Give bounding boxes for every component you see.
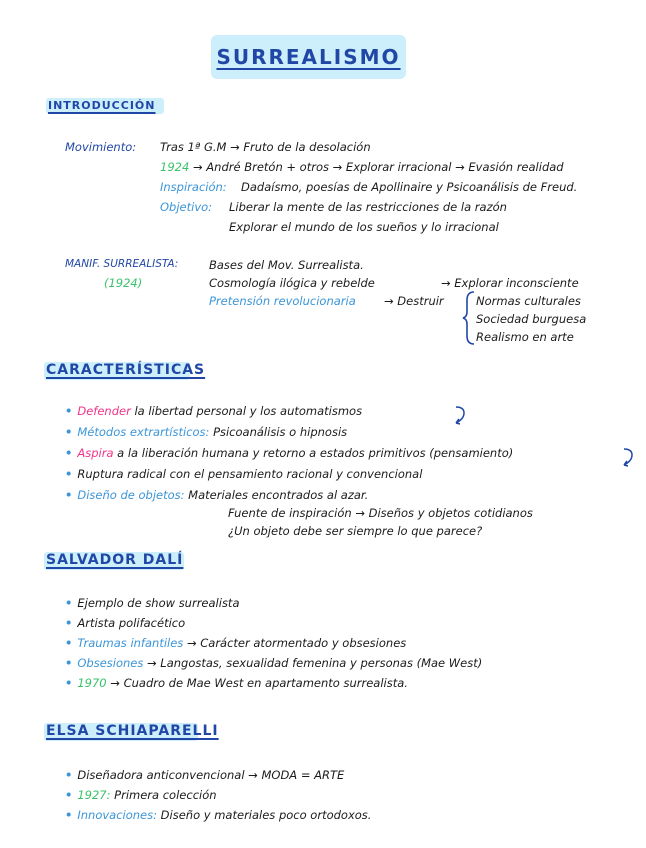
destruir-text: → Destruir	[384, 294, 444, 308]
bullet-icon: •	[65, 446, 73, 460]
carac-item-5-line2: Fuente de inspiración → Diseños y objetos cotidianos	[228, 506, 533, 520]
elsa-item-3-text: Diseño y materiales poco ortodoxos.	[160, 808, 372, 822]
elsa-item-3	[65, 808, 371, 822]
carac-item-3	[65, 446, 513, 460]
curly-arrow-icon	[621, 446, 635, 468]
carac-item-4-text: Ruptura radical con el pensamiento racional y convencional	[77, 467, 423, 481]
brace-icon	[462, 290, 476, 346]
manif-item-3: Realismo en arte	[476, 330, 574, 344]
bullet-icon: •	[65, 467, 73, 481]
dali-item-2	[65, 616, 185, 630]
bullet-icon: •	[65, 488, 73, 502]
dali-item-3-key: Traumas infantiles	[77, 636, 184, 650]
elsa-heading: ELSA SCHIAPARELLI	[46, 723, 219, 739]
carac-item-2-text: Psicoanálisis o hipnosis	[213, 425, 348, 439]
dali-item-3	[65, 636, 406, 650]
dali-item-5-key: 1970	[77, 676, 107, 690]
bullet-icon: •	[65, 808, 73, 822]
bullet-icon: •	[65, 596, 73, 610]
bullet-icon: •	[65, 656, 73, 670]
carac-item-5-line3: ¿Un objeto debe ser siempre lo que parece?	[228, 524, 483, 538]
elsa-item-2	[65, 788, 217, 802]
objetivo-text: Liberar la mente de las restricciones de la razón	[229, 200, 507, 214]
manif-line2-arrow: → Explorar inconsciente	[441, 276, 579, 290]
manif-item-1: Normas culturales	[476, 294, 581, 308]
objetivo-label: Objetivo:	[160, 200, 213, 214]
dali-item-1	[65, 596, 240, 610]
bullet-icon: •	[65, 768, 73, 782]
manif-year: (1924)	[104, 276, 143, 290]
carac-item-5	[65, 488, 368, 502]
carac-item-1	[65, 404, 362, 418]
carac-item-1-key: Defender	[77, 404, 131, 418]
dali-item-4-key: Obsesiones	[77, 656, 144, 670]
elsa-item-2-key: 1927:	[77, 788, 111, 802]
dali-item-2-text: Artista polifacético	[77, 616, 186, 630]
curly-arrow-icon	[453, 404, 467, 426]
year-1924: 1924	[160, 160, 190, 174]
page-title: SURREALISMO	[216, 45, 401, 69]
movimiento-label: Movimiento:	[65, 140, 137, 154]
manif-label: MANIF. SURREALISTA:	[65, 258, 179, 270]
elsa-item-1	[65, 768, 344, 782]
dali-item-3-text: → Carácter atormentado y obsesiones	[186, 636, 407, 650]
bullet-icon: •	[65, 636, 73, 650]
carac-item-3-key: Aspira	[77, 446, 114, 460]
dali-item-5	[65, 676, 408, 690]
carac-item-5-key: Diseño de objetos:	[77, 488, 185, 502]
inspiracion-label: Inspiración:	[160, 180, 227, 194]
title-highlight	[211, 35, 406, 79]
year-line: → André Bretón + otros → Explorar irracional → Evasión realidad	[193, 160, 564, 174]
manif-item-2: Sociedad burguesa	[476, 312, 587, 326]
carac-item-2-key: Métodos extrartísticos:	[77, 425, 210, 439]
bullet-icon: •	[65, 404, 73, 418]
bullet-icon: •	[65, 425, 73, 439]
dali-item-1-text: Ejemplo de show surrealista	[77, 596, 240, 610]
movimiento-text: Tras 1ª G.M → Fruto de la desolación	[160, 140, 371, 154]
elsa-item-3-key: Innovaciones:	[77, 808, 158, 822]
dali-item-4	[65, 656, 482, 670]
caracteristicas-heading: CARACTERÍSTICAS	[46, 362, 206, 378]
elsa-item-1-text: Diseñadora anticonvencional → MODA = ARTE	[77, 768, 345, 782]
bullet-icon: •	[65, 676, 73, 690]
bullet-icon: •	[65, 788, 73, 802]
inspiracion-text: Dadaísmo, poesías de Apollinaire y Psicoanálisis de Freud.	[241, 180, 578, 194]
manif-line2: Cosmología ilógica y rebelde	[209, 276, 375, 290]
dali-item-4-text: → Langostas, sexualidad femenina y personas (Mae West)	[147, 656, 483, 670]
elsa-item-2-text: Primera colección	[114, 788, 217, 802]
carac-item-1-text: la libertad personal y los automatismos	[134, 404, 363, 418]
carac-item-2	[65, 425, 347, 439]
dali-item-5-text: → Cuadro de Mae West en apartamento surrealista.	[110, 676, 408, 690]
carac-item-4	[65, 467, 422, 481]
objetivo-text-2: Explorar el mundo de los sueños y lo irracional	[229, 220, 499, 234]
intro-heading: INTRODUCCIÓN	[48, 99, 156, 112]
bullet-icon: •	[65, 616, 73, 630]
carac-item-5-text: Materiales encontrados al azar.	[188, 488, 369, 502]
carac-item-3-text: a la liberación humana y retorno a estados primitivos (pensamiento)	[117, 446, 514, 460]
dali-heading: SALVADOR DALÍ	[46, 552, 184, 568]
manif-line1: Bases del Mov. Surrealista.	[209, 258, 364, 272]
pretension-text: Pretensión revolucionaria	[209, 294, 356, 308]
